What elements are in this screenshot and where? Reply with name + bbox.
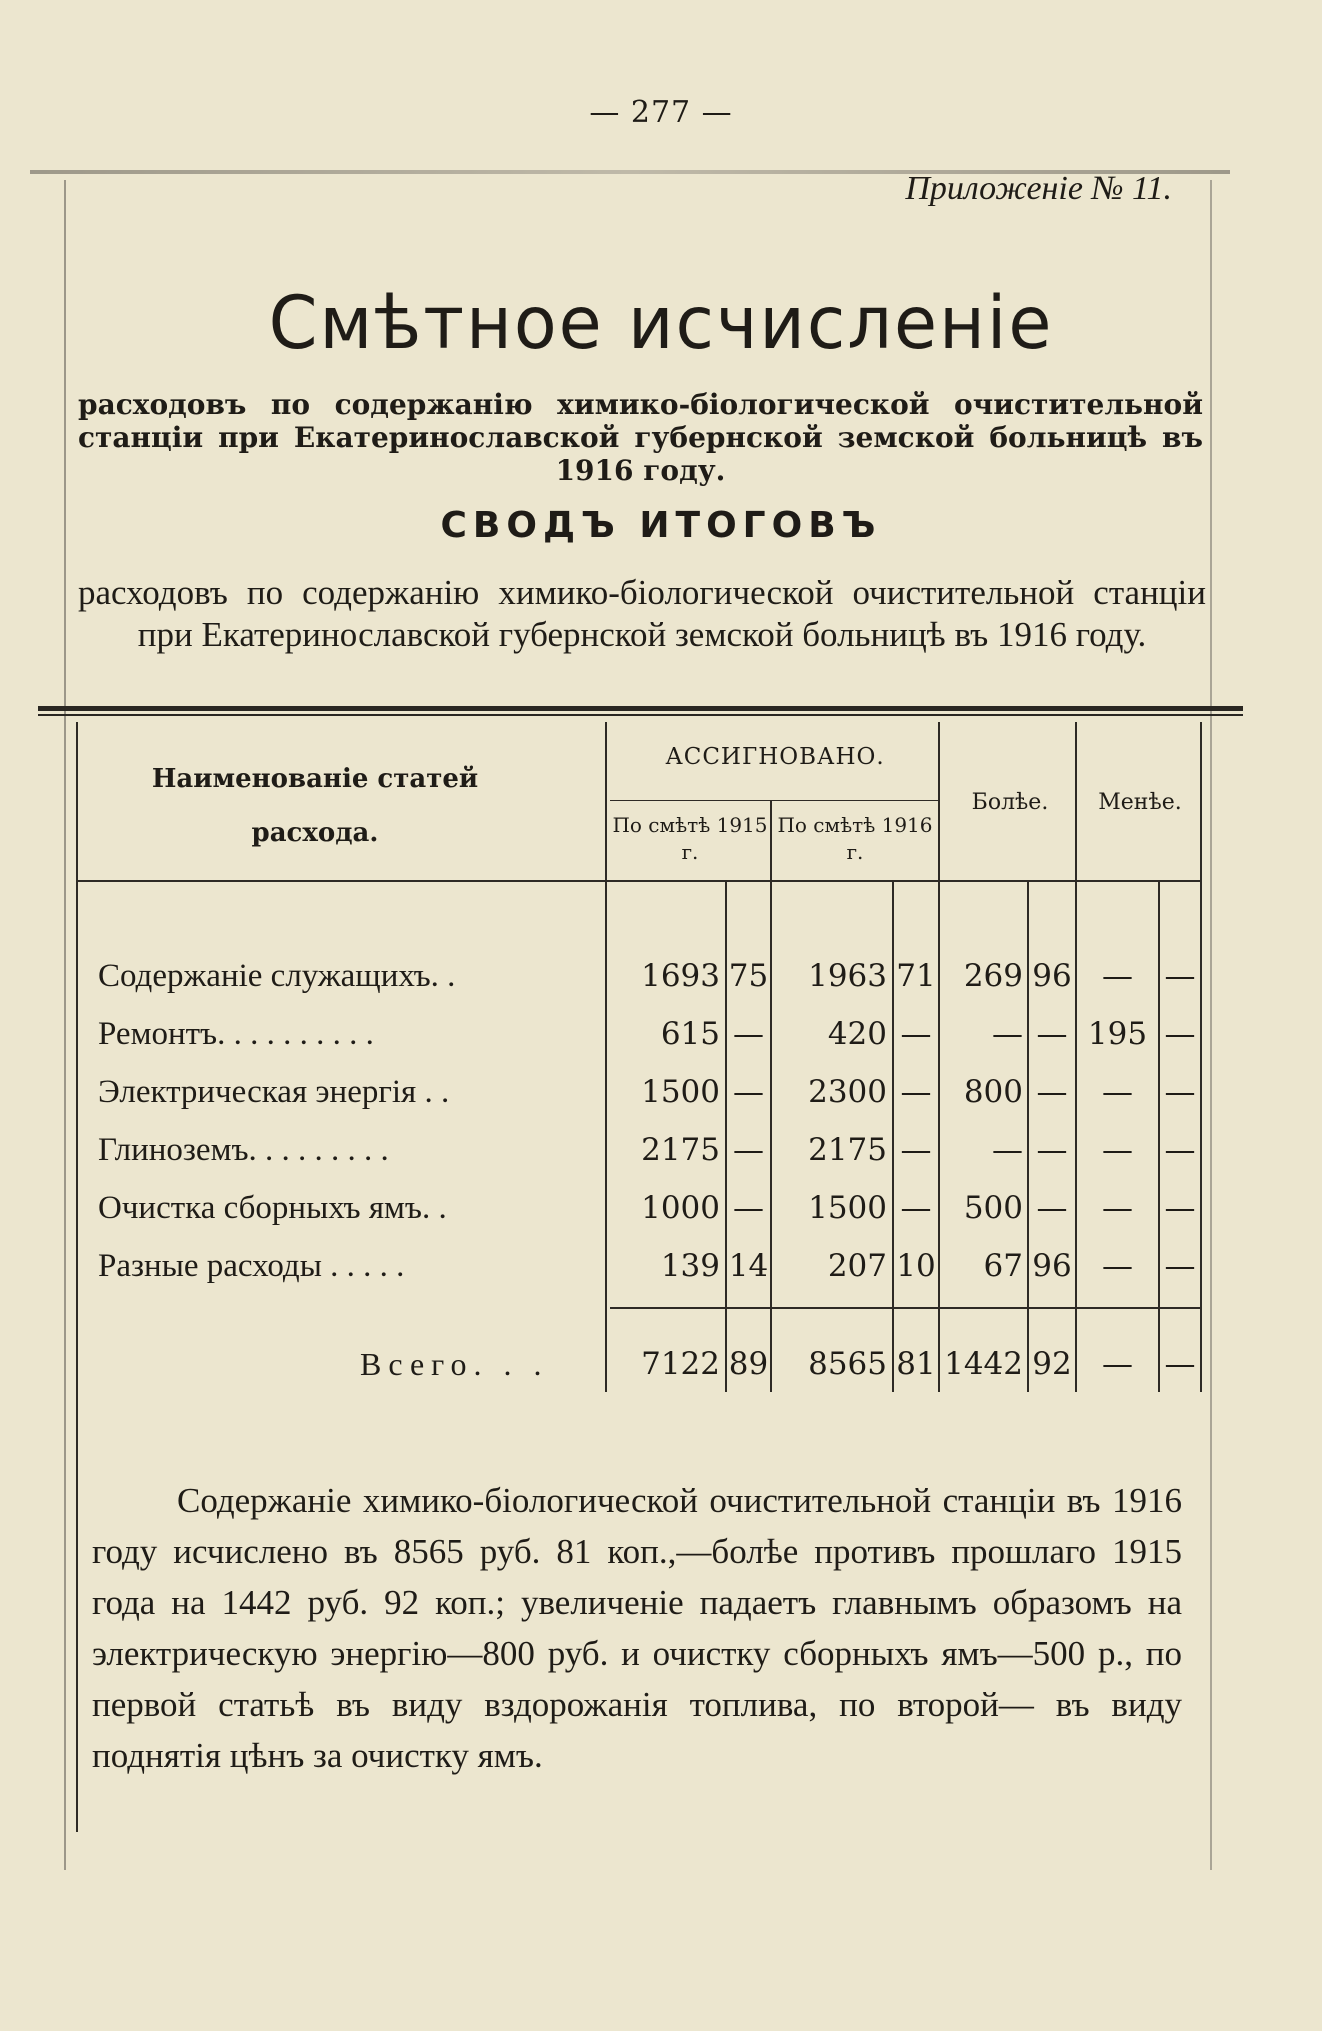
- total-more-kop: 92: [1032, 1346, 1072, 1382]
- kop-1915: 14: [728, 1248, 769, 1284]
- table-top-rule: [38, 706, 1243, 711]
- header-assigned: АССИГНОВАНО.: [665, 744, 885, 770]
- more-rub: 800: [963, 1074, 1023, 1110]
- summary-description: расходовъ по содержанію химико-біологической очистительной станціи при Екатеринославской губернской земской больницѣ въ 1916 году.: [78, 573, 1206, 654]
- header-item-name: Наименованіе статей расхода.: [151, 764, 479, 848]
- header-1916: По смѣтѣ 1916 г.: [777, 813, 933, 864]
- header-bottom-line: [78, 880, 1200, 882]
- less-kop: —: [1164, 1074, 1196, 1110]
- total-label: Всего. . .: [360, 1346, 549, 1382]
- document-title: Смѣтное исчисленіе: [268, 279, 1054, 367]
- assigned-subdivider: [610, 800, 940, 801]
- kop-1916: —: [900, 1016, 932, 1052]
- row-name: Глиноземъ. . . . . . . . .: [98, 1132, 389, 1168]
- more-kop: —: [1036, 1016, 1068, 1052]
- row-name: Очистка сборныхъ ямъ. .: [98, 1190, 447, 1226]
- more-rub: —: [992, 1016, 1023, 1052]
- document-subtitle: расходовъ по содержанію химико-біологической очистительной станціи при Екатеринославской губернской земской больницѣ въ 1916 году.: [78, 388, 1203, 487]
- table-row: [0, 1006, 1322, 1062]
- less-kop: —: [1164, 1190, 1196, 1226]
- rub-1915: 139: [660, 1248, 720, 1284]
- total-kop-1915: 89: [728, 1346, 769, 1382]
- more-rub: —: [992, 1132, 1023, 1168]
- row-name: Разные расходы . . . . .: [98, 1248, 405, 1284]
- row-name: Содержаніе служащихъ. .: [98, 958, 456, 994]
- total-rub-1916: 8565: [808, 1346, 887, 1382]
- more-kop: 96: [1032, 1248, 1072, 1284]
- total-more-rub: 1442: [944, 1346, 1023, 1382]
- total-row: [0, 1336, 1322, 1392]
- less-kop: —: [1164, 1016, 1196, 1052]
- table-row: [0, 1122, 1322, 1178]
- rub-1916: 2175: [808, 1132, 887, 1168]
- total-less-kop: —: [1164, 1346, 1196, 1382]
- header-less: Менѣе.: [1098, 790, 1182, 815]
- kop-1916: —: [900, 1074, 932, 1110]
- appendix-label: Приложеніе № 11.: [905, 170, 1172, 207]
- kop-1916: —: [900, 1190, 932, 1226]
- header-1915: По смѣтѣ 1915 г.: [612, 813, 768, 864]
- summary-heading: СВОДЪ ИТОГОВЪ: [440, 505, 882, 546]
- more-rub: 500: [963, 1190, 1023, 1226]
- less-kop: —: [1164, 1132, 1196, 1168]
- table-row: [0, 1064, 1322, 1120]
- rub-1915: 2175: [641, 1132, 720, 1168]
- row-name: Ремонтъ. . . . . . . . . .: [98, 1016, 374, 1052]
- less-kop: —: [1164, 1248, 1196, 1284]
- kop-1915: —: [733, 1132, 764, 1168]
- kop-1915: —: [733, 1016, 764, 1052]
- rub-1916: 1963: [808, 958, 887, 994]
- more-kop: —: [1036, 1132, 1068, 1168]
- explanatory-paragraph: Содержаніе химико-біологической очистительной станціи въ 1916 году исчислено въ 8565 руб. 81 коп.,—болѣе противъ прошлаго 1915 года на 1442 руб. 92 коп.; увеличеніе падаетъ главнымъ образомъ на электрическую энергію—800 руб. и очистку сборныхъ ямъ—500 р., по первой статьѣ въ виду вздорожанія топлива, по второй— въ виду поднятія цѣнъ за очистку ямъ.: [92, 1481, 1182, 1775]
- less-kop: —: [1164, 958, 1196, 994]
- more-kop: —: [1036, 1190, 1068, 1226]
- rub-1916: 207: [827, 1248, 887, 1284]
- table-row: [0, 1180, 1322, 1236]
- kop-1915: —: [733, 1190, 764, 1226]
- total-separator-line: [610, 1307, 1200, 1309]
- less-rub: —: [1102, 1074, 1133, 1110]
- header-more: Болѣе.: [971, 790, 1049, 815]
- rub-1915: 1500: [641, 1074, 720, 1110]
- rub-1916: 2300: [808, 1074, 887, 1110]
- more-kop: 96: [1032, 958, 1072, 994]
- kop-1916: 10: [896, 1248, 936, 1284]
- kop-1915: 75: [728, 958, 769, 994]
- more-kop: —: [1036, 1074, 1068, 1110]
- rub-1915: 1693: [641, 958, 720, 994]
- kop-1916: —: [900, 1132, 932, 1168]
- total-rub-1915: 7122: [641, 1346, 720, 1382]
- more-rub: 67: [983, 1248, 1023, 1284]
- more-rub: 269: [963, 958, 1023, 994]
- page-number: — 277 —: [589, 95, 733, 130]
- rub-1915: 615: [660, 1016, 720, 1052]
- total-less-rub: —: [1102, 1346, 1133, 1382]
- less-rub: —: [1102, 1190, 1133, 1226]
- kop-1916: 71: [896, 958, 936, 994]
- kop-1915: —: [733, 1074, 764, 1110]
- total-kop-1916: 81: [896, 1346, 936, 1382]
- rub-1915: 1000: [641, 1190, 720, 1226]
- less-rub: —: [1102, 1132, 1133, 1168]
- less-rub: —: [1102, 1248, 1133, 1284]
- table-row: [0, 948, 1322, 1004]
- less-rub: —: [1102, 958, 1133, 994]
- row-name: Электрическая энергія . .: [98, 1074, 450, 1110]
- rub-1916: 1500: [808, 1190, 887, 1226]
- table-row: [0, 1238, 1322, 1294]
- table-top-rule-thin: [38, 714, 1243, 716]
- less-rub: 195: [1087, 1016, 1148, 1052]
- rub-1916: 420: [827, 1016, 887, 1052]
